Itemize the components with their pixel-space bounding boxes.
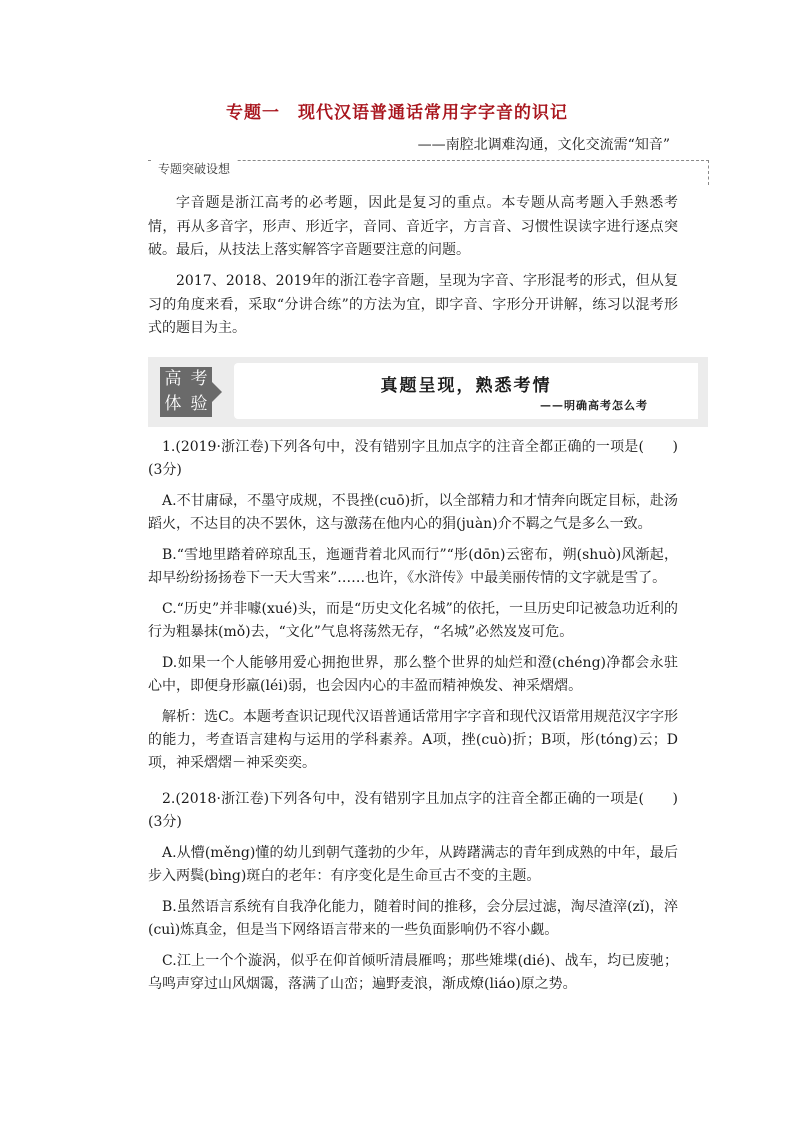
question-option: A.不甘庸碌，不墨守成规，不畏挫(cuō)折，以全部精力和才情奔向既定目标，赴汤蹈火，不达目的决不罢休，这与激荡在他内心的狷(juàn)介不羁之气是多么一致。 (148, 493, 678, 532)
banner-tile-char: 考 (190, 369, 208, 389)
banner-subheading: ——明确高考怎么考 (540, 399, 648, 412)
question-option: B.“雪地里踏着碎琼乱玉，迤逦背着北风而行”“彤(dōn)云密布，朔(shuò)风渐起，却早纷纷扬扬卷下一天大雪来”……也许，《水浒传》中最美丽传情的文字就是雪了。 (148, 547, 678, 586)
banner-tile-char: 体 (164, 394, 182, 414)
page-subtitle: ——南腔北调难沟通，文化交流需“知音” (417, 137, 670, 153)
banner-heading: 真题呈现，熟悉考情 (380, 376, 552, 396)
page-title: 专题一 现代汉语普通话常用字字音的识记 (226, 103, 568, 123)
banner-tile-char: 高 (164, 369, 182, 389)
intro-paragraph: 2017、2018、2019年的浙江卷字音题，呈现为字音、字形混考的形式，但从复习的角度来看，采取“分讲合练”的方法为宜，即字音、字形分开讲解，练习以混考形式的题目为主。 (148, 273, 678, 336)
question-option: C.“历史”并非噱(xué)头，而是“历史文化名城”的依托，一旦历史印记被急功近利的行为粗暴抹(mǒ)去，“文化”气息将荡然无存，“名城”必然岌岌可危。 (148, 601, 678, 640)
banner-tile-char: 验 (190, 394, 208, 414)
question-stem: 2.(2018·浙江卷)下列各句中，没有错别字且加点字的注音全都正确的一项是( )(3分) (148, 791, 678, 830)
question-analysis: 解析：选C。本题考查识记现代汉语普通话常用字字音和现代汉语常用规范汉字字形的能力，考查语言建构与运用的学科素养。A项，挫(cuò)折；B项，彤(tóng)云；D项，神采熠熠－神采奕奕。 (148, 709, 678, 771)
banner-arrow-icon (212, 382, 222, 402)
question-option: C.江上一个个漩涡，似乎在仰首倾听清晨雁鸣；那些雉堞(dié)、战车，均已废驰；乌鸣声穿过山风烟霭，落满了山峦；遍野麦浪，渐成燎(liáo)原之势。 (148, 953, 678, 992)
banner-tile (160, 367, 212, 417)
question-stem: 1.(2019·浙江卷)下列各句中，没有错别字且加点字的注音全都正确的一项是( )(3分) (148, 439, 678, 478)
banner-card (234, 363, 698, 419)
question-option: B.虽然语言系统有自我净化能力，随着时间的推移，会分层过滤，淘尽渣滓(zǐ)，淬(cuì)炼真金，但是当下网络语言带来的一些负面影响仍不容小觑。 (148, 899, 678, 938)
question-option: D.如果一个人能够用爱心拥抱世界，那么整个世界的灿烂和澄(chéng)净都会永驻心中，即便身形羸(léi)弱，也会因内心的丰盈而精神焕发、神采熠熠。 (148, 655, 678, 694)
section-label: 专题突破设想 (152, 160, 236, 177)
section-banner (148, 357, 708, 427)
question-option: A.从懵(měng)懂的幼儿到朝气蓬勃的少年，从踌躇满志的青年到成熟的中年，最后步入两鬓(bìng)斑白的老年：有序变化是生命亘古不变的主题。 (148, 845, 678, 884)
intro-paragraph: 字音题是浙江高考的必考题，因此是复习的重点。本专题从高考题入手熟悉考情，再从多音字，形声、形近字，音同、音近字，方言音、习惯性误读字进行逐点突破。最后，从技法上落实解答字音题要注意的问题。 (148, 195, 678, 258)
